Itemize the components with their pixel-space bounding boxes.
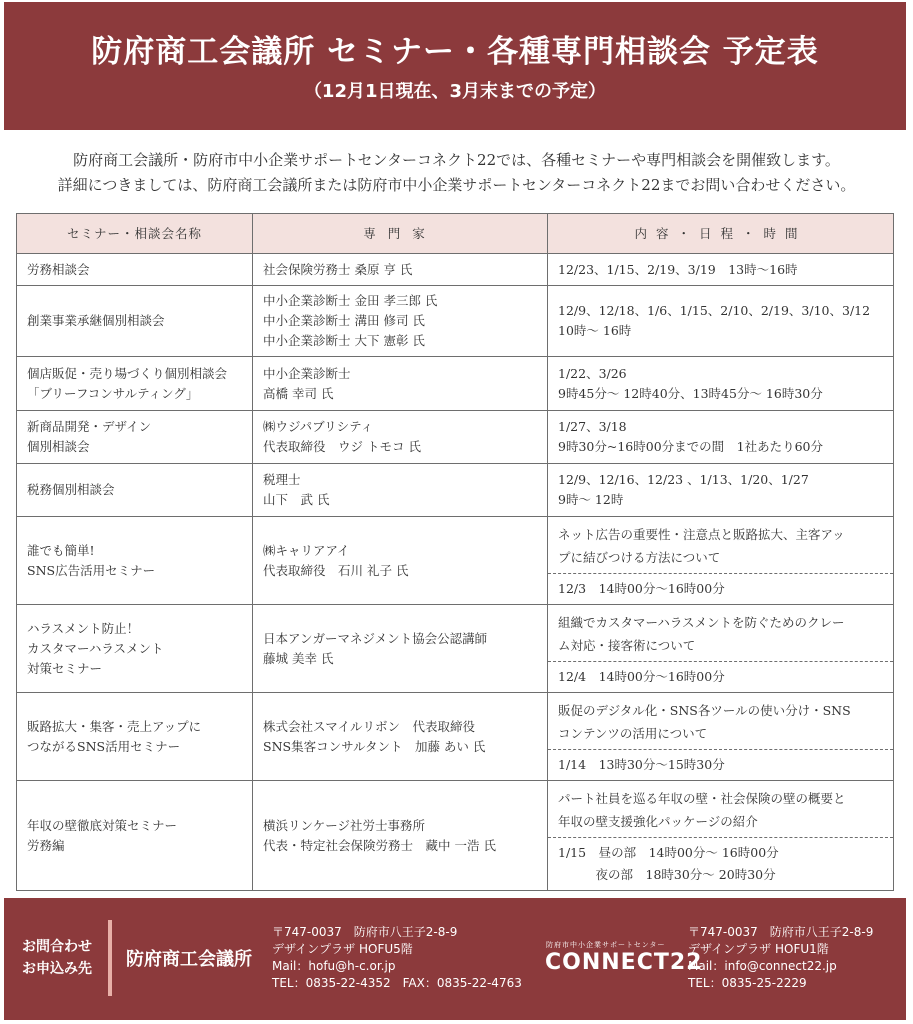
row-schedule [548,517,894,605]
row-schedule: 1/27、3/18 9時30分~16時00分までの間 1社あたり60分 [548,411,894,464]
contact-footer [4,898,906,1020]
org1-info [272,924,522,992]
table-row [17,357,894,411]
contact-label: お問合わせ お申込み先 [22,939,92,977]
table-row [17,781,894,891]
header-name: セミナー・相談会名称 [17,214,253,254]
page-title: 防府商工会議所 セミナー・各種専門相談会 予定表 [91,34,819,70]
row-name: 税務個別相談会 [17,464,253,517]
row-datetime: 12/3 14時00分～16時00分 [558,581,725,596]
table-row [17,411,894,464]
row-content: ネット広告の重要性・注意点と販路拡大、主客アッ プに結びつける方法について [548,517,893,574]
row-name: 販路拡大・集客・売上アップに つながるSNS活用セミナー [17,693,253,781]
table-row [17,254,894,286]
row-datetime: 1/14 13時30分～15時30分 [558,757,725,772]
row-content: 組織でカスタマーハラスメントを防ぐためのクレー ム対応・接客術について [548,605,893,662]
row-expert: ㈱ウジパブリシティ 代表取締役 ウジ トモコ 氏 [253,411,548,464]
row-schedule: 12/9、12/18、1/6、1/15、2/10、2/19、3/10、3/12 10時～ 16時 [548,286,894,357]
page-header [4,2,906,130]
row-name: 新商品開発・デザイン 個別相談会 [17,411,253,464]
org1-mail-link[interactable]: Mail：hofu@h-c.or.jp [272,959,396,973]
org2-address: 〒747-0037 防府市八王子2-8-9 [688,925,874,939]
row-name: 誰でも簡単! SNS広告活用セミナー [17,517,253,605]
row-expert: 中小企業診断士 金田 孝三郎 氏 中小企業診断士 溝田 修司 氏 中小企業診断士 大下 憲彰 氏 [253,286,548,357]
intro-line-1: 防府商工会議所・防府市中小企業サポートセンターコネクト22では、各種セミナーや専門相談会を開催致します。 [73,151,840,169]
row-name: 個店販促・売り場づくり個別相談会 「ブリーフコンサルティング」 [17,357,253,411]
divider [108,920,112,996]
row-schedule [548,605,894,693]
row-name: 年収の壁徹底対策セミナー 労務編 [17,781,253,891]
row-content: パート社員を巡る年収の壁・社会保険の壁の概要と 年収の壁支援強化パッケージの紹介 [548,781,893,838]
org1-name: 防府商工会議所 [126,949,252,970]
row-expert: 株式会社スマイルリボン 代表取締役 SNS集客コンサルタント 加藤 あい 氏 [253,693,548,781]
row-name: 労務相談会 [17,254,253,286]
intro-line-2: 詳細につきましては、防府商工会議所または防府市中小企業サポートセンターコネクト22までお問い合わせください。 [57,176,856,194]
row-datetime: 1/15 昼の部 14時00分～ 16時00分 夜の部 18時30分～ 20時30分 [558,845,779,882]
org1-address: 〒747-0037 防府市八王子2-8-9 [272,925,458,939]
row-expert: 中小企業診断士 高橋 幸司 氏 [253,357,548,411]
table-row [17,517,894,605]
org2-phone: TEL：0835-25-2229 [688,976,807,990]
row-expert: 横浜リンケージ社労士事務所 代表・特定社会保険労務士 藏中 一浩 氏 [253,781,548,891]
row-name: 創業事業承継個別相談会 [17,286,253,357]
row-expert: ㈱キャリアアイ 代表取締役 石川 礼子 氏 [253,517,548,605]
table-header-row [17,214,894,254]
row-schedule [548,693,894,781]
org1-building: デザインプラザ HOFU5階 [272,942,413,956]
row-schedule: 12/9、12/16、12/23 、1/13、1/20、1/27 9時～ 12時 [548,464,894,517]
header-schedule: 内容・日程・時間 [548,214,894,254]
row-content: 販促のデジタル化・SNS各ツールの使い分け・SNS コンテンツの活用について [548,693,893,750]
page-subtitle: （12月1日現在、3月末までの予定） [303,81,607,102]
row-schedule: 1/22、3/26 9時45分～ 12時40分、13時45分～ 16時30分 [548,357,894,411]
row-name: ハラスメント防止！ カスタマーハラスメント 対策セミナー [17,605,253,693]
table-row [17,605,894,693]
connect22-logo: CONNECT22 [545,950,703,975]
table-row [17,464,894,517]
row-expert: 日本アンガーマネジメント協会公認講師 藤城 美幸 氏 [253,605,548,693]
header-expert: 専門家 [253,214,548,254]
row-expert: 社会保険労務士 桑原 亨 氏 [253,254,548,286]
row-schedule: 12/23、1/15、2/19、3/19 13時～16時 [548,254,894,286]
org2-info [688,924,873,992]
row-datetime: 12/4 14時00分～16時00分 [558,669,725,684]
row-expert: 税理士 山下 武 氏 [253,464,548,517]
schedule-table [16,213,894,891]
intro-text [0,148,913,198]
connect22-subtitle: 防府市中小企業サポートセンター [546,941,666,949]
row-schedule [548,781,894,891]
org2-building: デザインプラザ HOFU1階 [688,942,829,956]
table-row [17,286,894,357]
org1-phone: TEL：0835-22-4352 FAX：0835-22-4763 [272,976,522,990]
table-row [17,693,894,781]
org2-mail-link[interactable]: Mail：info@connect22.jp [688,959,837,973]
